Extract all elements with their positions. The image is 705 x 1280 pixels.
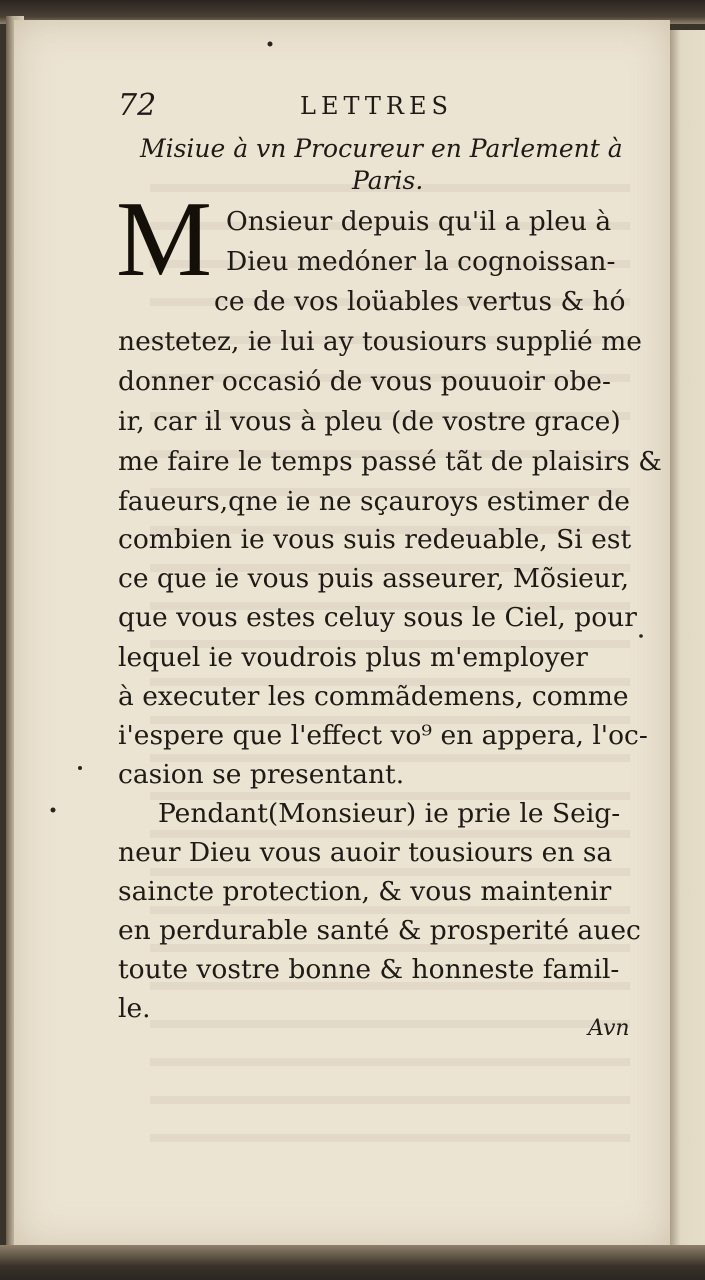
body-line-12: lequel ie voudrois plus m'employer [118, 642, 588, 673]
body-line-10: ce que ie vous puis asseurer, Mõsieur, [118, 563, 630, 594]
body-line-15: casion se presentant. [118, 759, 405, 790]
body-line-14: i'espere que l'effect vo⁹ en appera, l'oc- [118, 720, 648, 751]
body-line-7: me faire le temps passé tãt de plaisirs & [118, 446, 662, 477]
body-line-8: faueurs,qne ie ne sçauroys estimer de [118, 486, 630, 517]
ink-speck [639, 634, 643, 638]
body-line-19: en perdurable santé & prosperité auec [118, 915, 641, 946]
ink-speck [51, 808, 56, 813]
ink-speck [78, 766, 82, 770]
catchword: Avn [588, 1016, 630, 1041]
letter-heading-line-1: Misiue à vn Procureur en Parlement à [140, 134, 623, 163]
body-line-9: combien ie vous suis redeuable, Si est [118, 524, 632, 555]
ink-speck [268, 42, 273, 47]
body-line-16: Pendant(Monsieur) ie prie le Seig- [158, 798, 621, 829]
body-line-20: toute vostre bonne & honneste famil- [118, 954, 620, 985]
letter-heading-line-2: Paris. [352, 166, 424, 195]
body-line-2: Dieu medóner la cognoissan- [226, 246, 616, 277]
body-line-4: nestetez, ie lui ay tousiours supplié me [118, 326, 642, 357]
body-line-18: saincte protection, & vous maintenir [118, 876, 612, 907]
body-line-5: donner occasió de vous pouuoir obe- [118, 366, 611, 397]
book-bottom-edge [0, 1245, 705, 1280]
running-title: LETTRES [300, 92, 453, 120]
body-line-11: que vous estes celuy sous le Ciel, pour [118, 602, 637, 633]
body-line-3: ce de vos loüables vertus & hó [214, 286, 626, 317]
body-line-13: à executer les commãdemens, comme [118, 681, 629, 712]
body-line-6: ir, car il vous à pleu (de vostre grace) [118, 406, 621, 437]
drop-cap-initial: M [116, 180, 213, 299]
body-line-17: neur Dieu vous auoir tousiours en sa [118, 837, 613, 868]
body-line-21: le. [118, 993, 151, 1024]
body-line-1: Onsieur depuis qu'il a pleu à [226, 206, 612, 237]
page-number: 72 [118, 88, 157, 123]
